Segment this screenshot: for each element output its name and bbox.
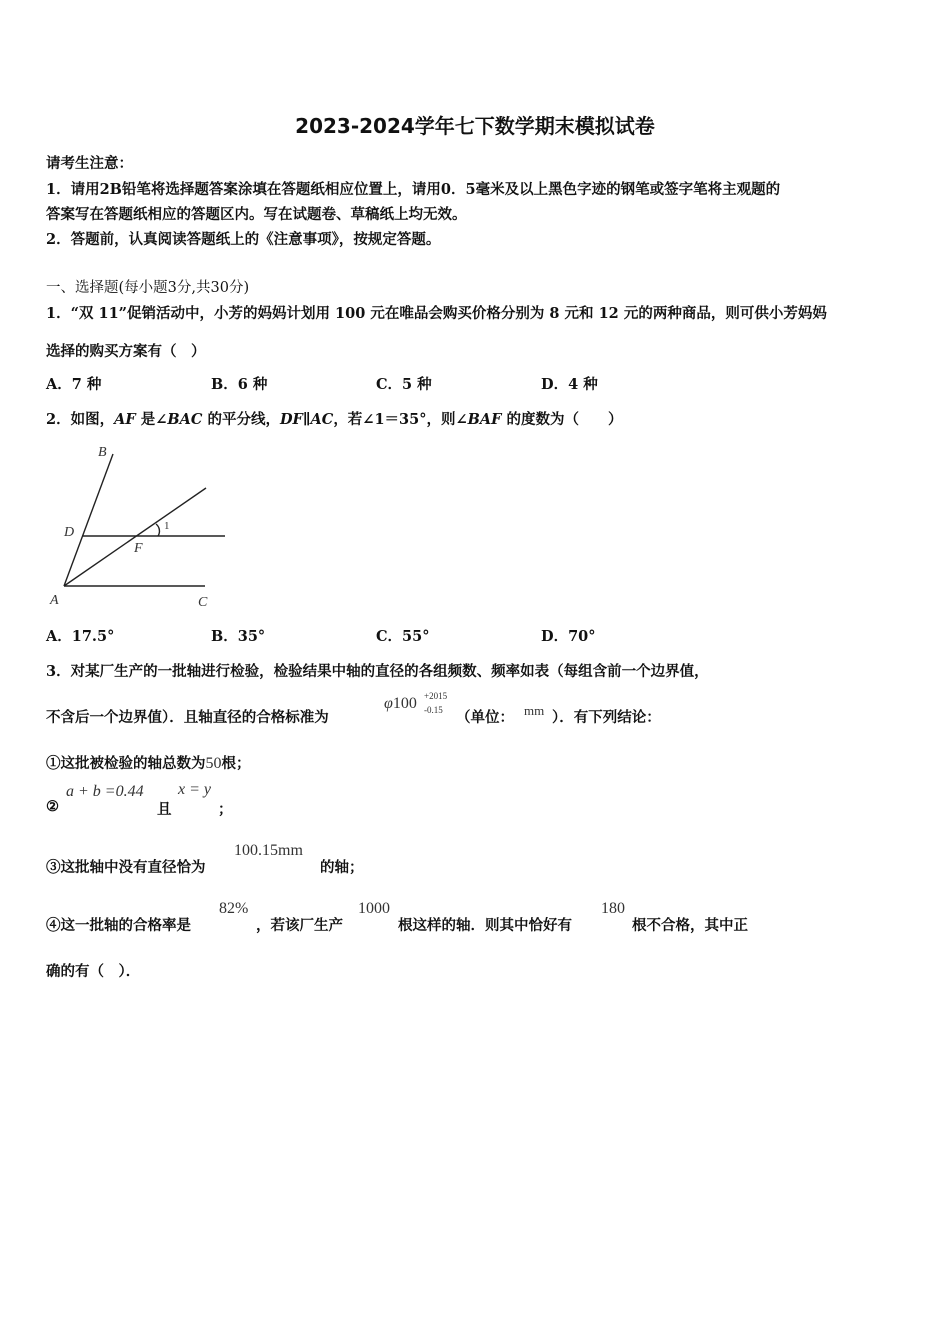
- conclusion-4-num-1: 1000: [358, 900, 390, 917]
- label-b: B: [98, 445, 107, 460]
- label-a: A: [50, 593, 59, 608]
- notice-line-2: 2．答题前，认真阅读答题纸上的《注意事项》，按规定答题。: [46, 231, 441, 248]
- section-heading: 一、选择题(每小题3分,共30分): [46, 280, 250, 296]
- angle-1-arc: [156, 524, 159, 536]
- conclusion-1: ①这批被检验的轴总数为50根；: [46, 755, 251, 772]
- conclusion-4d: 根不合格，其中正: [632, 917, 748, 934]
- conclusion-3a: ③这批轴中没有直径恰为: [46, 859, 206, 876]
- conclusion-4b: ，若该厂生产: [256, 917, 343, 934]
- label-f: F: [134, 541, 143, 556]
- question-3-ending: 确的有（ ）．: [46, 963, 141, 980]
- tolerance-upper: +2015: [424, 691, 448, 701]
- line-af: [64, 488, 206, 586]
- conclusion-4-rate: 82%: [219, 900, 249, 917]
- conclusion-2-math-1: a + b =0.44: [66, 783, 144, 800]
- question-2-option-c: C．55°: [376, 628, 430, 645]
- conclusion-3-math: 100.15mm: [234, 842, 303, 859]
- question-2-option-d: D．70°: [541, 628, 596, 645]
- question-3-line-2c: ）．有下列结论：: [552, 709, 661, 726]
- conclusion-2-and: 且: [157, 801, 172, 818]
- line-ab: [64, 454, 113, 586]
- question-1-option-a: A．7 种: [46, 376, 102, 393]
- question-1-option-c: C．5 种: [376, 376, 432, 393]
- conclusion-2-end: ；: [218, 801, 233, 818]
- tolerance-lower: -0.15: [424, 705, 443, 715]
- label-angle-1: 1: [164, 520, 170, 532]
- question-3-line-1: 3．对某厂生产的一批轴进行检验，检验结果中轴的直径的各组频数、频率如表（每组含前一个边界值，: [46, 663, 709, 680]
- conclusion-4a: ④这一批轴的合格率是: [46, 917, 191, 934]
- question-2-option-b: B．35°: [211, 628, 266, 645]
- notice-line-1-cont: 答案写在答题纸相应的答题区内。写在试题卷、草稿纸上均无效。: [46, 206, 467, 223]
- question-1-option-d: D．4 种: [541, 376, 598, 393]
- question-2-option-a: A．17.5°: [46, 628, 115, 645]
- conclusion-2-math-2: x = y: [178, 781, 211, 798]
- notice-line-1: 1．请用2B铅笔将选择题答案涂填在答题纸相应位置上，请用0．5毫米及以上黑色字迹的钢笔或签字笔将主观题的: [46, 181, 781, 198]
- unit-mm: mm: [524, 703, 545, 718]
- qualification-standard: φ100: [384, 695, 417, 712]
- question-2-stem: 2．如图，AF 是∠BAC 的平分线，DF∥AC，若∠1＝35°，则∠BAF 的度数为（ ）: [46, 411, 623, 428]
- question-1-line-1: 1．“双 11”促销活动中，小芳的妈妈计划用 100 元在唯品会购买价格分别为 8 元和 12 元的两种商品，则可供小芳妈妈: [46, 305, 827, 322]
- question-1-line-2: 选择的购买方案有（ ）: [46, 343, 206, 360]
- conclusion-3b: 的轴；: [320, 859, 364, 876]
- question-3-line-2a: 不含后一个边界值）．且轴直径的合格标准为: [46, 709, 329, 726]
- label-c: C: [198, 595, 208, 610]
- notice-heading: 请考生注意：: [46, 155, 133, 172]
- label-d: D: [64, 525, 75, 540]
- question-1-option-b: B．6 种: [211, 376, 268, 393]
- question-3-line-2b: （单位：: [456, 709, 514, 726]
- conclusion-4-num-2: 180: [601, 900, 625, 917]
- conclusion-2-label: ②: [46, 798, 59, 815]
- question-2-figure: [40, 438, 240, 613]
- page-title: 2023-2024学年七下数学期末模拟试卷: [295, 114, 655, 138]
- conclusion-4c: 根这样的轴．则其中恰好有: [398, 917, 572, 934]
